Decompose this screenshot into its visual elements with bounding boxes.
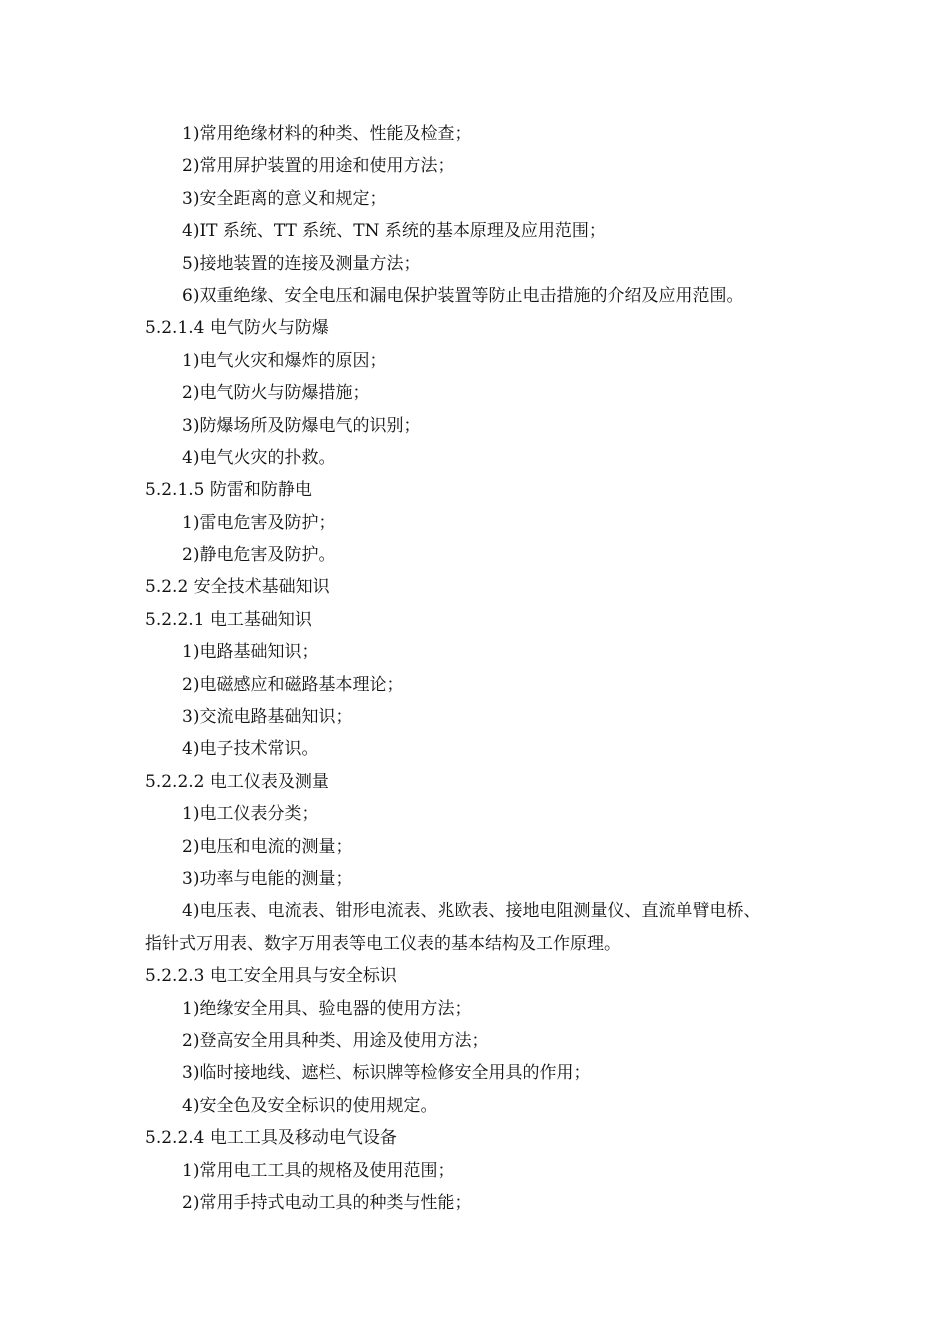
list-item: 2)电压和电流的测量； bbox=[182, 836, 353, 857]
list-item: 1)绝缘安全用具、验电器的使用方法； bbox=[182, 998, 472, 1019]
list-item: 3)交流电路基础知识； bbox=[182, 707, 353, 728]
list-item: 4)电子技术常识。 bbox=[182, 739, 319, 760]
list-item: 4)电气火灾的扑救。 bbox=[182, 447, 336, 468]
list-item: 2)登高安全用具种类、用途及使用方法； bbox=[182, 1030, 489, 1051]
list-item: 2)常用屏护装置的用途和使用方法； bbox=[182, 156, 455, 177]
list-item: 4)电压表、电流表、钳形电流表、兆欧表、接地电阻测量仪、直流单臂电桥、 bbox=[182, 901, 761, 922]
list-item: 1)电气火灾和爆炸的原因； bbox=[182, 350, 387, 371]
list-item: 1)常用电工工具的规格及使用范围； bbox=[182, 1160, 455, 1181]
list-item: 1)常用绝缘材料的种类、性能及检查； bbox=[182, 124, 472, 144]
section-heading: 5.2.2.3 电工安全用具与安全标识 bbox=[145, 966, 397, 987]
section-heading: 5.2.2.4 电工工具及移动电气设备 bbox=[145, 1128, 397, 1149]
section-heading: 5.2.2.1 电工基础知识 bbox=[145, 609, 312, 630]
list-item: 1)雷电危害及防护； bbox=[182, 512, 336, 533]
list-item: 3)临时接地线、遮栏、标识牌等检修安全用具的作用； bbox=[182, 1063, 591, 1084]
list-item: 5)接地装置的连接及测量方法； bbox=[182, 253, 421, 274]
section-heading: 5.2.2 安全技术基础知识 bbox=[145, 577, 330, 598]
list-item: 3)安全距离的意义和规定； bbox=[182, 188, 387, 209]
list-item: 指针式万用表、数字万用表等电工仪表的基本结构及工作原理。 bbox=[145, 933, 621, 954]
list-item: 1)电工仪表分类； bbox=[182, 804, 319, 825]
list-item: 2)电磁感应和磁路基本理论； bbox=[182, 674, 404, 695]
list-item: 6)双重绝缘、安全电压和漏电保护装置等防止电击措施的介绍及应用范围。 bbox=[182, 285, 744, 306]
list-item: 4)IT 系统、TT 系统、TN 系统的基本原理及应用范围； bbox=[182, 221, 606, 242]
section-heading: 5.2.1.5 防雷和防静电 bbox=[145, 480, 312, 501]
section-heading: 5.2.2.2 电工仪表及测量 bbox=[145, 771, 329, 792]
list-item: 3)防爆场所及防爆电气的识别； bbox=[182, 415, 421, 436]
list-item: 2)常用手持式电动工具的种类与性能； bbox=[182, 1192, 472, 1213]
list-item: 1)电路基础知识； bbox=[182, 642, 319, 663]
section-heading: 5.2.1.4 电气防火与防爆 bbox=[145, 318, 329, 339]
document-body bbox=[145, 118, 825, 1219]
list-item: 3)功率与电能的测量； bbox=[182, 868, 353, 889]
list-item: 2)静电危害及防护。 bbox=[182, 545, 336, 566]
list-item: 4)安全色及安全标识的使用规定。 bbox=[182, 1095, 438, 1116]
list-item: 2)电气防火与防爆措施； bbox=[182, 383, 370, 404]
